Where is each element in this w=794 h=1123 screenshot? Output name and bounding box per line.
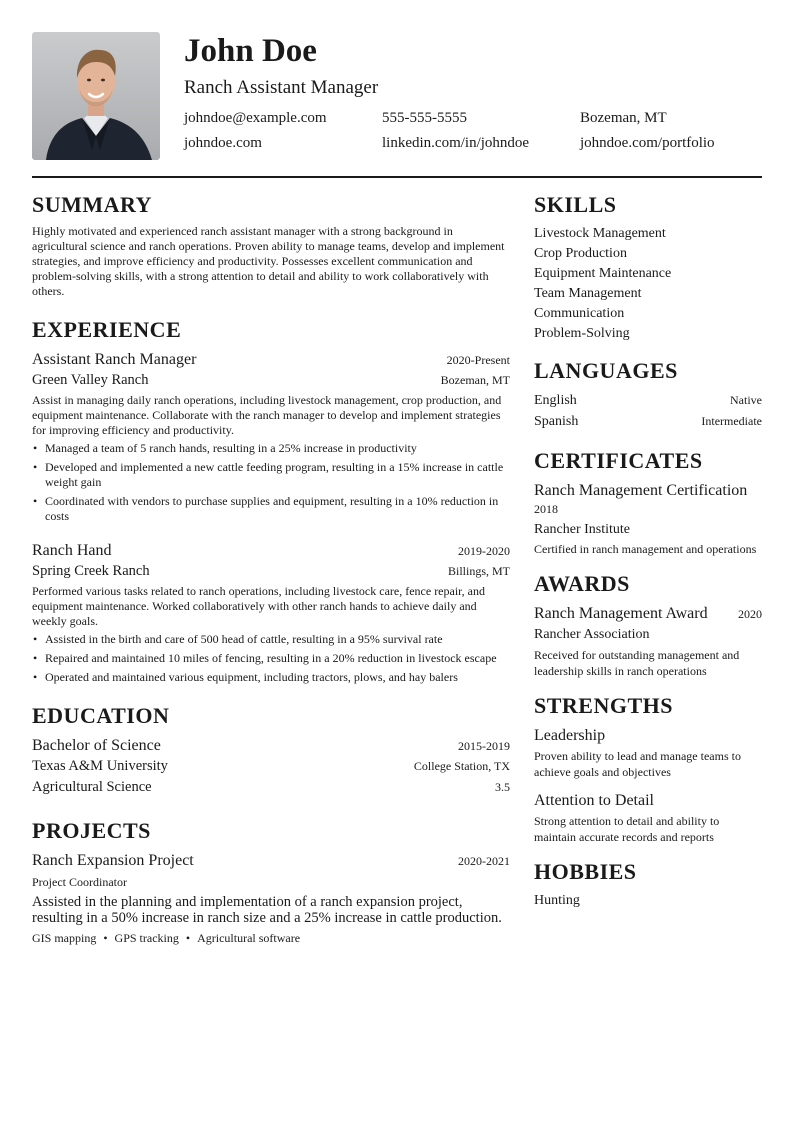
- achievement-text: Managed a team of 5 ranch hands, resulting in a 25% increase in productivity: [45, 441, 417, 455]
- achievement-text: Assisted in the birth and care of 500 head of cattle, resulting in a 95% survival rate: [45, 632, 443, 646]
- job-description: Performed various tasks related to ranch operations, including livestock care, fence repair, and equipment maintenance. Worked collaboratively with other ranch hands to achieve daily and weekly goals.: [32, 584, 486, 628]
- education-gpa: 3.5: [495, 780, 510, 794]
- achievement-text: Operated and maintained various equipment, including tractors, plows, and hay balers: [45, 670, 458, 684]
- achievement-text: Coordinated with vendors to purchase supplies and equipment, resulting in a 10% reduction in costs: [45, 494, 499, 523]
- contact-grid: [184, 106, 762, 156]
- skill-item: Crop Production: [534, 246, 627, 261]
- project-title: Ranch Expansion Project: [32, 852, 194, 869]
- project-tag: Agricultural software: [197, 931, 301, 945]
- languages-section: [534, 358, 762, 432]
- projects-section: [32, 818, 510, 946]
- job-title: Ranch Hand: [32, 542, 112, 559]
- strengths-heading: STRENGTHS: [534, 693, 673, 718]
- contact-phone[interactable]: 555-555-5555: [382, 110, 467, 126]
- achievement-item: [32, 632, 510, 647]
- job-company: Green Valley Ranch: [32, 372, 149, 388]
- skill-item: Communication: [534, 306, 625, 321]
- job-description: Assist in managing daily ranch operations, including livestock management, crop production, and equipment maintenance. Collaborate with the ranch manager to develop and implement strategies for improving efficiency and productivity.: [32, 393, 502, 437]
- contact-email[interactable]: johndoe@example.com: [184, 110, 327, 126]
- language-name: English: [534, 393, 577, 408]
- candidate-name: John Doe: [184, 33, 317, 69]
- contact-portfolio[interactable]: johndoe.com/portfolio: [580, 135, 715, 151]
- job-achievements: [32, 441, 510, 524]
- education-degree: Bachelor of Science: [32, 737, 161, 754]
- certificate-description: Certified in ranch management and operations: [534, 542, 757, 556]
- certificate-year: 2018: [534, 502, 558, 516]
- language-level: Intermediate: [701, 414, 762, 428]
- profile-photo-illustration: [32, 32, 160, 160]
- resume-page: [32, 32, 762, 945]
- language-row: [534, 411, 762, 432]
- award-description: Received for outstanding management and leadership skills in ranch operations: [534, 648, 740, 678]
- left-column: [32, 192, 510, 960]
- bullet-icon: •: [33, 651, 38, 665]
- strength-description: Strong attention to detail and ability to maintain accurate records and reports: [534, 814, 720, 844]
- bullet-icon: •: [33, 494, 38, 508]
- strength-title: Attention to Detail: [534, 792, 654, 809]
- summary-heading: SUMMARY: [32, 192, 153, 217]
- job-achievements: [32, 632, 510, 685]
- skill-item: Livestock Management: [534, 226, 666, 241]
- achievement-item: [32, 494, 510, 524]
- certificate-issuer: Rancher Institute: [534, 522, 631, 537]
- award-year: 2020: [738, 607, 762, 621]
- strength-title: Leadership: [534, 727, 606, 744]
- education-location: College Station, TX: [413, 759, 510, 773]
- job-entry: [32, 349, 510, 524]
- job-title: Assistant Ranch Manager: [32, 351, 197, 368]
- strengths-section: [534, 693, 762, 845]
- tag-separator: •: [103, 931, 108, 945]
- education-section: [32, 703, 510, 798]
- achievement-text: Developed and implemented a new cattle feeding program, resulting in a 15% increase in cattle weight gain: [45, 460, 504, 489]
- experience-section: [32, 317, 510, 685]
- job-company: Spring Creek Ranch: [32, 563, 150, 579]
- skill-item: Team Management: [534, 286, 642, 301]
- contact-location: Bozeman, MT: [580, 110, 667, 126]
- project-description: Assisted in the planning and implementation of a ranch expansion project, resulting in a 50% increase in ranch size and a 25% increase in cattle production.: [32, 894, 502, 926]
- language-level: Native: [730, 393, 762, 407]
- skills-heading: SKILLS: [534, 192, 617, 217]
- header-divider: [32, 176, 762, 178]
- achievement-item: [32, 651, 510, 666]
- bullet-icon: •: [33, 460, 38, 474]
- skills-section: [534, 192, 762, 344]
- profile-photo: [32, 32, 160, 160]
- achievement-item: [32, 441, 510, 456]
- certificate-title: Ranch Management Certification: [534, 482, 748, 499]
- education-field: Agricultural Science: [32, 779, 152, 795]
- education-dates: 2015-2019: [458, 739, 510, 753]
- hobby-item: Hunting: [534, 893, 580, 908]
- award-issuer: Rancher Association: [534, 627, 650, 642]
- awards-section: [534, 571, 762, 679]
- achievement-text: Repaired and maintained 10 miles of fencing, resulting in a 20% reduction in livestock escape: [45, 651, 497, 665]
- education-school: Texas A&M University: [32, 758, 168, 774]
- job-entry: [32, 540, 510, 685]
- contact-website[interactable]: johndoe.com: [184, 135, 262, 151]
- tag-separator: •: [185, 931, 191, 945]
- hobbies-heading: HOBBIES: [534, 859, 637, 884]
- job-location: Billings, MT: [447, 564, 510, 578]
- language-name: Spanish: [534, 414, 579, 429]
- header-info: [184, 32, 762, 160]
- achievement-item: [32, 670, 510, 685]
- certificates-heading: CERTIFICATES: [534, 448, 703, 473]
- education-heading: EDUCATION: [32, 703, 170, 728]
- skill-item: Equipment Maintenance: [534, 266, 672, 281]
- resume-header: [32, 32, 762, 160]
- summary-text: Highly motivated and experienced ranch assistant manager with a strong background in agricultural science and ranch operations. Proven ability to manage teams, develop and implement strategies, and improve efficiency and productivity. Possesses excellent communication and problem-solving skills, with a strong attention to detail and ability to work collaboratively with others.: [32, 224, 505, 298]
- certificates-section: [534, 448, 762, 557]
- project-dates: 2020-2021: [458, 854, 510, 868]
- strength-description: Proven ability to lead and manage teams to achieve goals and objectives: [534, 749, 741, 779]
- bullet-icon: •: [33, 632, 38, 646]
- candidate-role: Ranch Assistant Manager: [184, 77, 379, 98]
- right-column: [534, 192, 762, 925]
- awards-heading: AWARDS: [534, 571, 630, 596]
- project-role: Project Coordinator: [32, 875, 127, 889]
- award-title: Ranch Management Award: [534, 605, 708, 622]
- hobbies-section: [534, 859, 762, 911]
- project-tags: [32, 930, 510, 946]
- project-tag: GPS tracking: [114, 931, 179, 945]
- languages-heading: LANGUAGES: [534, 358, 678, 383]
- bullet-icon: •: [33, 441, 38, 455]
- contact-linkedin[interactable]: linkedin.com/in/johndoe: [382, 135, 530, 151]
- job-dates: 2020-Present: [446, 353, 510, 367]
- job-dates: 2019-2020: [458, 544, 510, 558]
- summary-section: [32, 192, 510, 299]
- language-row: [534, 390, 762, 411]
- achievement-item: [32, 460, 510, 490]
- job-location: Bozeman, MT: [440, 373, 510, 387]
- experience-heading: EXPERIENCE: [32, 317, 182, 342]
- projects-heading: PROJECTS: [32, 818, 151, 843]
- skill-item: Problem-Solving: [534, 326, 630, 341]
- bullet-icon: •: [33, 670, 38, 684]
- project-tag: GIS mapping: [32, 931, 97, 945]
